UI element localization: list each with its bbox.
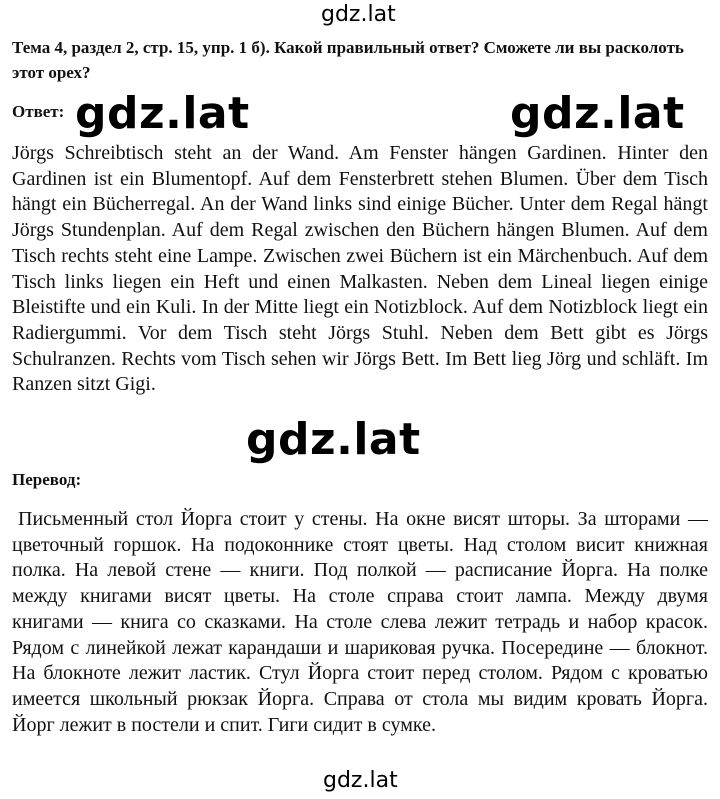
- exercise-heading: Тема 4, раздел 2, стр. 15, упр. 1 б). Какой правильный ответ? Сможете ли вы расколоть этот орех?: [12, 38, 684, 82]
- watermark-middle: gdz.lat: [246, 414, 421, 465]
- translation-text: Письменный стол Йорга стоит у стены. На окне висят шторы. За шторами — цветочный горшок. На подоконнике стоят цветы. Над столом висит книжная полка. На левой стене — книги. Под полкой — расписание Йорга. На полке между книгами висят цветы. На столе справа стоит лампа. Между двумя книгами — книга со сказками. На столе слева лежит тетрадь и набор красок. Рядом с линейкой лежат карандаши и шариковая ручка. Посередине — блокнот. На блокноте лежит ластик. Стул Йорга стоит перед столом. Рядом с кроватью имеется школьный рюкзак Йорга. Справа от стола мы видим кровать Йорга. Йорг лежит в постели и спит. Гиги сидит в сумке.: [12, 508, 708, 736]
- answer-text: Jörgs Schreibtisch steht an der Wand. Am Fenster hängen Gardinen. Hinter den Gardinen ist ein Blumentopf. Auf dem Fensterbrett stehen Blumen. Über dem Tisch hängt ein Bücherregal. An der Wand links sind einige Bücher. Unter dem Regal hängt Jörgs Stundenplan. Auf dem Regal zwischen den Büchern hängen Blumen. Auf dem Tisch rechts steht eine Lampe. Zwischen zwei Büchern ist ein Märchenbuch. Auf dem Tisch links liegen ein Heft und einen Malkasten. Neben dem Lineal liegen einige Bleistifte und ein Kuli. In der Mitte liegt ein Notizblock. Auf dem Notizblock liegt ein Radiergummi. Vor dem Tisch steht Jörgs Stuhl. Neben dem Bett gibt es Jörgs Schulranzen. Rechts vom Tisch sehen wir Jörgs Bett. Im Bett lieg Jörg und schläft. Im Ranzen sitzt Gigi.: [12, 142, 708, 396]
- watermark-left: gdz.lat: [75, 88, 250, 139]
- watermark-bottom: gdz.lat: [323, 768, 398, 793]
- watermark-right: gdz.lat: [510, 88, 685, 139]
- answer-label: Ответ:: [12, 102, 65, 121]
- watermark-top: gdz.lat: [321, 2, 396, 27]
- translation-label: Перевод:: [12, 470, 82, 489]
